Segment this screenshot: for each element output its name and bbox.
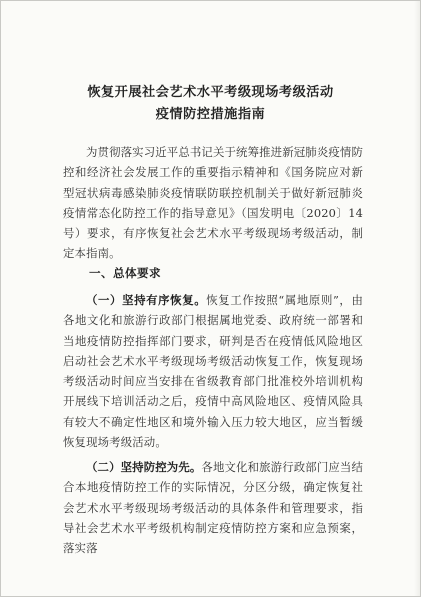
document-title-line-1: 恢复开展社会艺术水平考级现场考级活动 [87, 85, 334, 100]
item-1-lead: （一）坚持有序恢复。 [86, 293, 207, 307]
document-title-line-2: 疫情防控措施指南 [155, 107, 266, 122]
item-2-body: 各地文化和旅游行政部门应当结合本地疫情防控工作的实际情况，分区分级，确定恢复社会艺术水平考级现场考级活动的具体条件和管理要求，指导社会艺术水平考级机构制定疫情防控方案和应急预案，落实落 [63, 460, 363, 556]
item-2-lead: （二）坚持防控为先。 [86, 460, 202, 474]
item-1-paragraph [63, 290, 363, 452]
item-2-paragraph [63, 457, 363, 558]
section-heading-general-requirements: 一、总体要求 [89, 266, 161, 280]
intro-paragraph: 为贯彻落实习近平总书记关于统筹推进新冠肺炎疫情防控和经济社会发展工作的重要指示精神和《国务院应对新型冠状病毒感染肺炎疫情联防联控机制关于做好新冠肺炎疫情常态化防控工作的指导意见》（国发明电〔2020〕14号）要求，有序恢复社会艺术水平考级现场考级活动，制定本指南。 [63, 145, 363, 261]
item-1-body: 恢复工作按照“属地原则”，由各地文化和旅游行政部门根据属地党委、政府统一部署和当地疫情防控指挥部门要求，研判是否在疫情低风险地区启动社会艺术水平考级现场考级活动恢复工作，恢复现场考级活动时间应当安排在省级教育部门批准校外培训机构开展线下培训活动之后，疫情中高风险地区、疫情风险具有较大不确定性地区和境外输入压力较大地区，应当暂缓恢复现场考级活动。 [63, 293, 363, 450]
